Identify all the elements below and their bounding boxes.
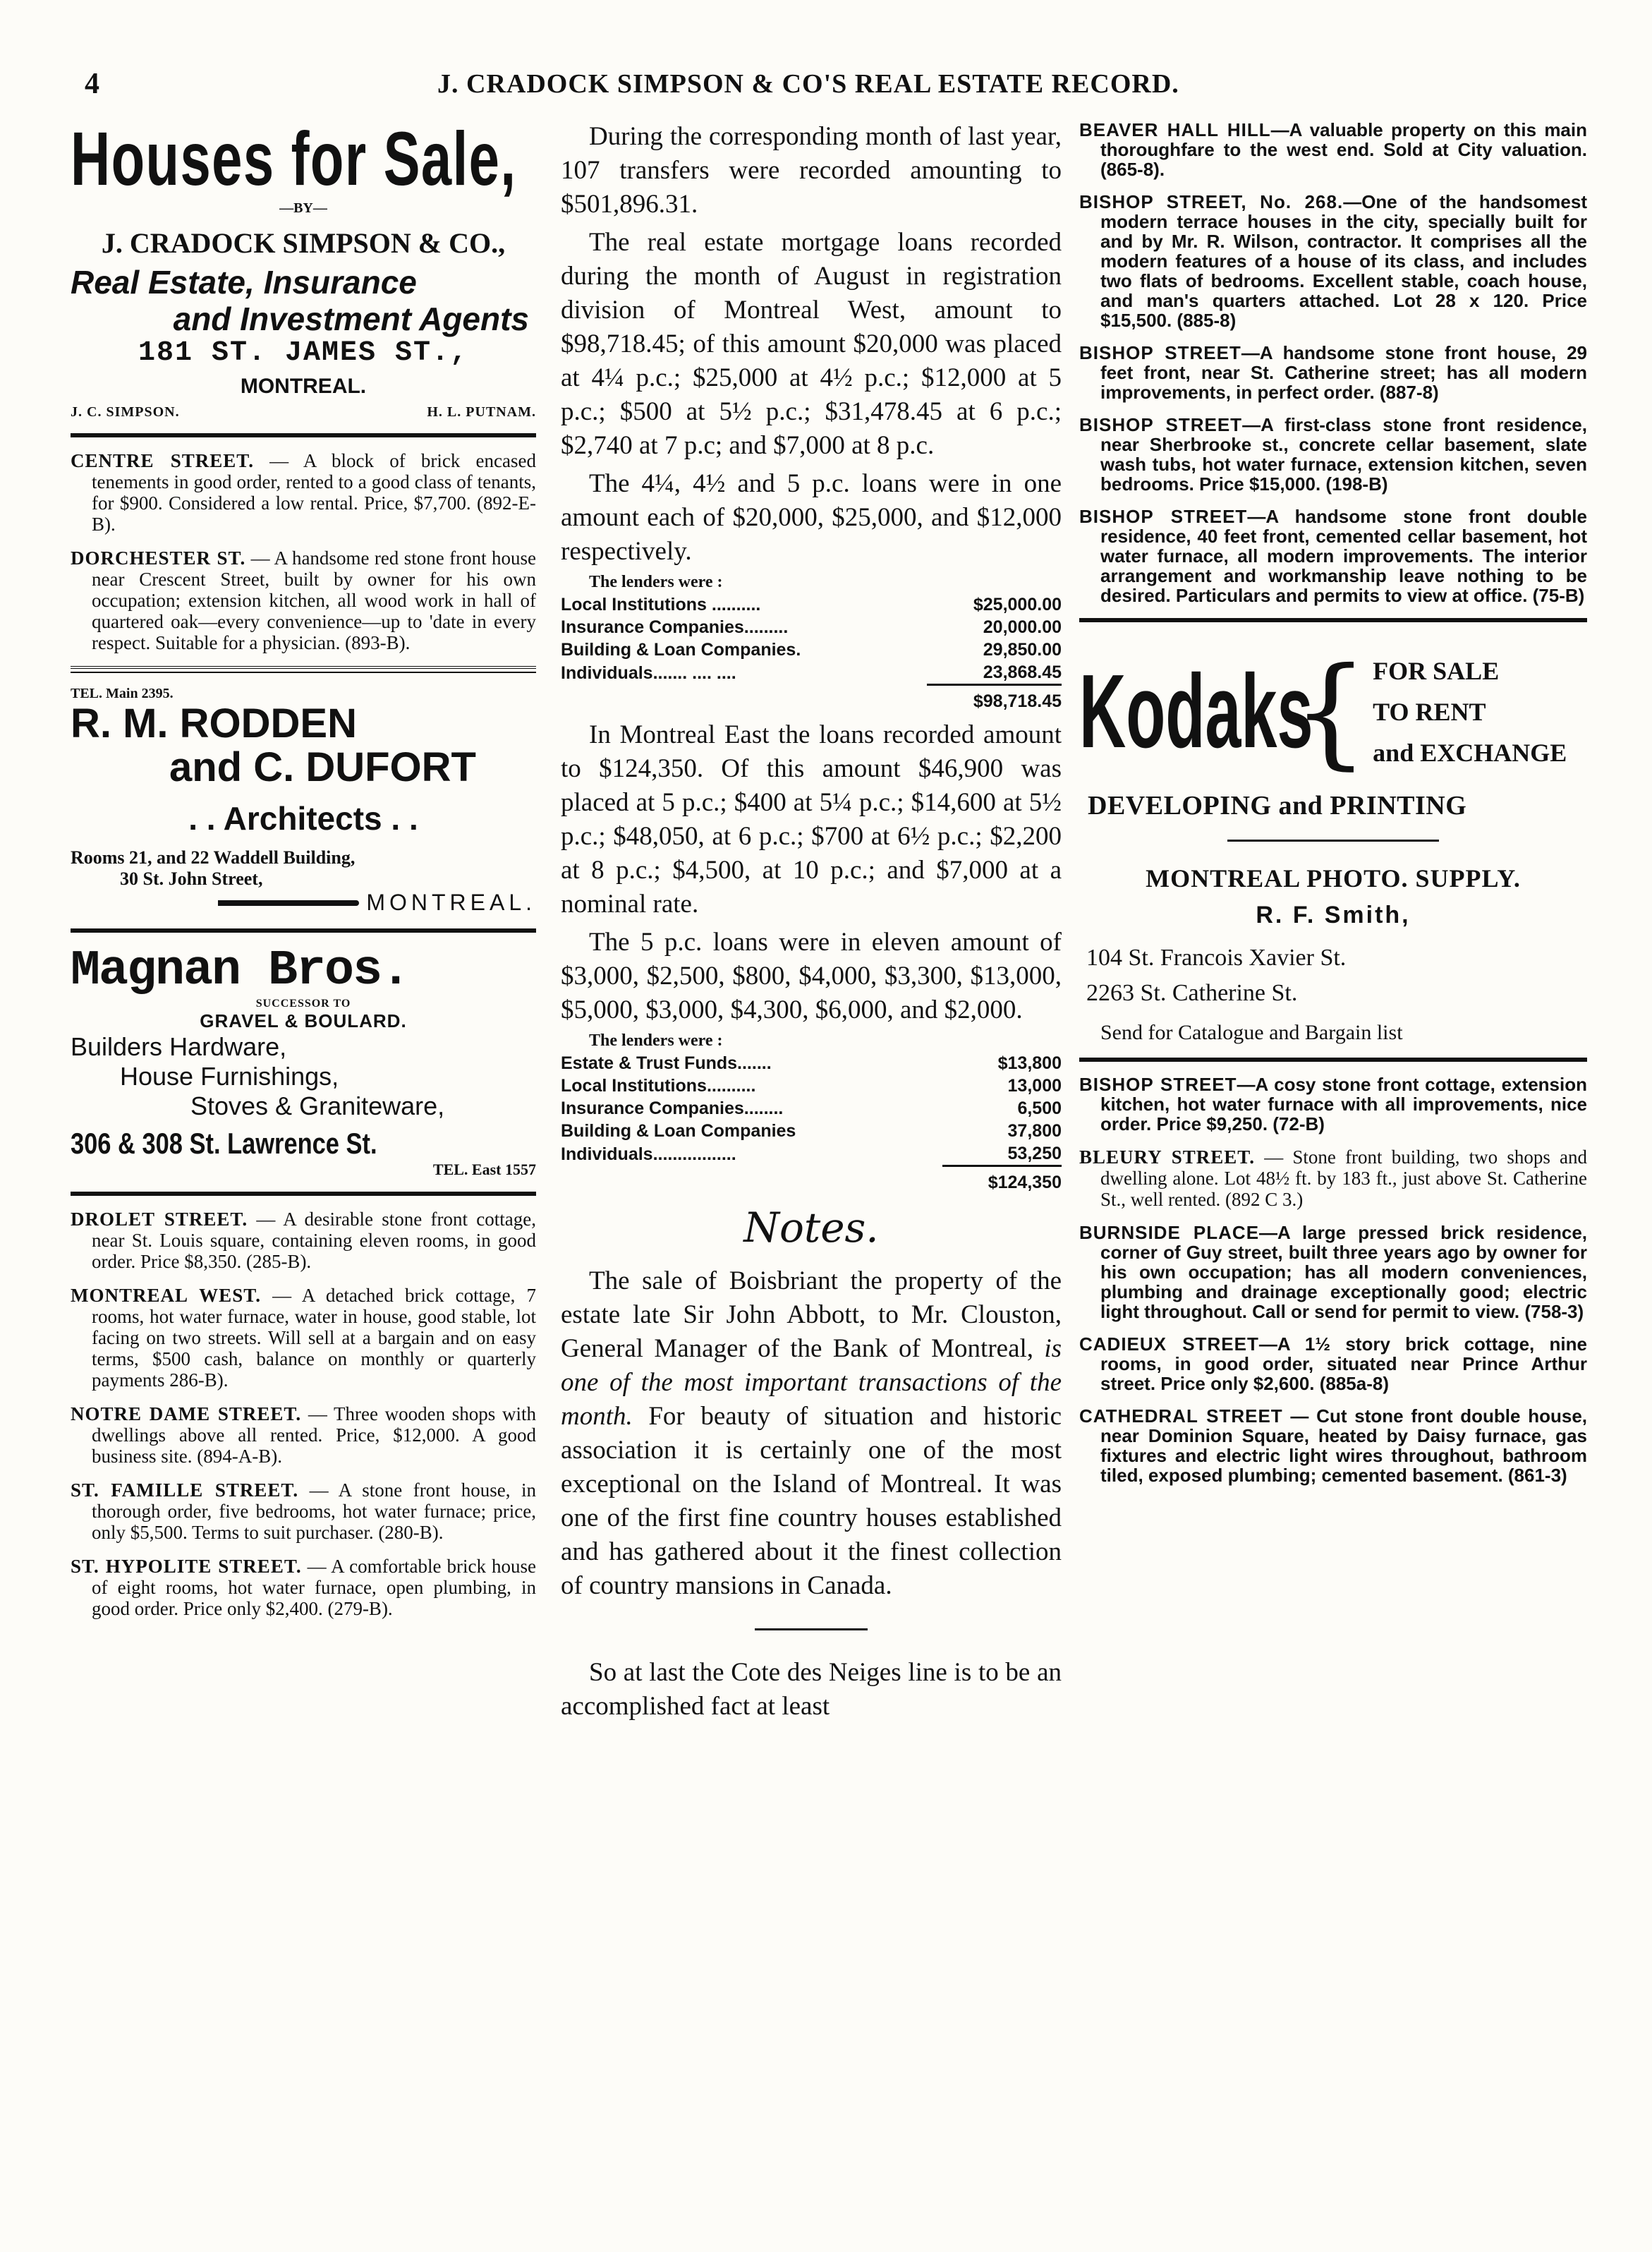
ad-catalog: Send for Catalogue and Bargain list: [1100, 1021, 1403, 1044]
listing-item: BISHOP STREET—A handsome stone front house, 29 feet front, near St. Catherine street; has all modern improvements, in perfect order. (887-8): [1079, 342, 1587, 403]
listing-item: CADIEUX STREET—A 1½ story brick cottage, nine rooms, in good order, situated near Prince Arthur street. Price only $2,600. (885a-8): [1079, 1333, 1587, 1394]
ad-address-2: 2263 St. Catherine St.: [1086, 980, 1298, 1006]
listings-group: [71, 1209, 536, 1619]
listing-item: BLEURY STREET. — Stone front building, two shops and dwelling alone. Lot 48½ ft. by 183 ft., just above St. Catherine St., well rented. (892 C 3.): [1079, 1146, 1587, 1210]
listings-group: [71, 450, 536, 653]
divider: [71, 433, 536, 437]
listing-item: DORCHESTER ST. — A handsome red stone front house near Crescent Street, built by owner for his own occupation; extension kitchen, all wood work in hall of quartered oak—every convenience—up to 'date in every respect. Suitable for a physician. (893-B).: [71, 547, 536, 653]
column-3: [1079, 120, 1587, 1498]
divider: [71, 1192, 536, 1196]
listings-group: [1079, 120, 1587, 605]
ad-by: —BY—: [279, 200, 327, 216]
ad-company-name: Magnan Bros.: [71, 943, 410, 999]
paragraph: The 5 p.c. loans were in eleven amount of $3,000, $2,500, $800, $4,000, $3,300, $13,000, $5,000, $3,000, $4,300, $6,000, and $2,000.: [561, 928, 1062, 1024]
ad-owner: R. F. Smith,: [1256, 902, 1411, 928]
ad-address-1: 104 St. Francois Xavier St.: [1086, 945, 1347, 971]
ad-rooms: Rooms 21, and 22 Waddell Building,: [71, 847, 356, 868]
table-row: Local Institutions.......... 13,000: [561, 1076, 1062, 1096]
ad-developing: DEVELOPING and PRINTING: [1088, 791, 1467, 821]
listing-item: ST. FAMILLE STREET. — A stone front house, in thorough order, five bedrooms, hot water furnace; price, only $5,500. Terms to suit purchaser. (280-B).: [71, 1479, 536, 1543]
ad-successor-label: SUCCESSOR TO: [255, 998, 351, 1010]
listing-item: NOTRE DAME STREET. — Three wooden shops with dwellings above all rented. Price, $12,000. A good business site. (894-A-B).: [71, 1403, 536, 1467]
paragraph: In Montreal East the loans recorded amount to $124,350. Of this amount $46,900 was placed at 5 p.c.; $400 at 5¼ p.c.; $14,600 at 5½ p.c.; $48,050, at 6 p.c.; $700 at 6½ p.c.; $2,200 at 8 p.c.; $4,500, at 10 p.c.; and $7,000 at a nominal rate.: [561, 720, 1062, 919]
listing-item: BURNSIDE PLACE—A large pressed brick residence, corner of Guy street, built three years ago by owner for his own occupation; has all modern conveniences, plumbing and drainage exceptionally good; electric light throughout. Call or send for permit to view. (758-3): [1079, 1222, 1588, 1322]
table-row: Individuals....... .... .... 23,868.45: [561, 662, 1062, 683]
listing-item: DROLET STREET. — A desirable stone front cottage, near St. Louis square, containing eleven rooms, in good order. Price $8,350. (285-B).: [71, 1209, 536, 1272]
architects-ad: [71, 686, 536, 916]
divider: [755, 1628, 868, 1630]
divider: [1079, 618, 1587, 622]
page-header: [71, 67, 1538, 102]
listing-item: MONTREAL WEST. — A detached brick cottage, 7 rooms, hot water furnace, water in house, good stable, lot facing on two streets. Will sell at a bargain and on easy terms, $500 cash, balance on monthly or quarterly payments 286-B).: [71, 1285, 537, 1391]
listings-group: [1079, 1074, 1587, 1485]
table-row: Building & Loan Companies. 29,850.00: [561, 640, 1062, 660]
listing-item: BISHOP STREET—A first-class stone front residence, near Sherbrooke st., concrete cellar basement, slate wash tubs, hot water furnace, extension kitchen, seven bedrooms. Price $15,000. (198-B): [1079, 414, 1587, 495]
divider: [1079, 1058, 1587, 1062]
listing-item: BEAVER HALL HILL—A valuable property on this main thoroughfare to the west end. Sold at City valuation. (865-8).: [1079, 119, 1587, 180]
listing-item: CATHEDRAL STREET — Cut stone front double house, near Dominion Square, heated by Daisy furnace, gas fixtures and electric light wires throughout, bathroom tiled, exposed plumbing; cemented basement. (861-3): [1079, 1405, 1588, 1486]
ad-address: 181 ST. JAMES ST.,: [138, 337, 469, 369]
ad-predecessor: GRAVEL & BOULARD.: [200, 1010, 407, 1031]
hardware-ad: [71, 945, 536, 1179]
houses-for-sale-ad: [71, 116, 536, 420]
table-row: Local Institutions .......... $25,000.00: [561, 595, 1062, 615]
table-row: Estate & Trust Funds....... $13,800: [561, 1053, 1062, 1073]
running-title: J. CRADOCK SIMPSON & CO'S REAL ESTATE RECORD.: [437, 69, 1179, 99]
ad-name-2: and C. DUFORT: [169, 744, 476, 790]
ad-line-3: Stoves & Graniteware,: [190, 1091, 445, 1120]
ornament-divider-icon: [1079, 834, 1587, 847]
divider: [71, 666, 536, 673]
column-1: [71, 116, 537, 1632]
ad-firm-name: J. CRADOCK SIMPSON & CO.,: [101, 227, 506, 259]
ad-options: FOR SALE TO RENT and EXCHANGE: [1373, 657, 1567, 767]
table-row: Insurance Companies........ 6,500: [561, 1098, 1062, 1118]
paragraph: The 4¼, 4½ and 5 p.c. loans were in one amount each of $20,000, $25,000, and $12,000 respectively.: [561, 469, 1062, 566]
column-2: [561, 120, 1062, 1728]
brace-icon: {: [1292, 642, 1369, 782]
ad-supply-name: MONTREAL PHOTO. SUPPLY.: [1146, 864, 1521, 892]
notes-heading: Notes.: [743, 1204, 879, 1252]
ad-telephone: TEL. Main 2395.: [71, 686, 174, 701]
listing-item: BISHOP STREET—A handsome stone front double residence, 40 feet front, cemented cellar basement, hot water furnace, all modern improvements. The interior arrangement and workmanship leave nothing to be desired. Particulars and permits to view at office. (75-B): [1079, 506, 1587, 606]
paragraph: During the corresponding month of last year, 107 transfers were recorded amounting to $501,896.31.: [561, 122, 1062, 219]
ad-address: 306 & 308 St. Lawrence St.: [71, 1127, 377, 1160]
ad-line-2: House Furnishings,: [120, 1062, 339, 1091]
partner-left: J. C. SIMPSON.: [71, 404, 180, 420]
paragraph: The sale of Boisbriant the property of the estate late Sir John Abbott, to Mr. Clouston, General Manager of the Bank of Montreal, is one of the most important transactions of the month. For beauty of situation and historic association it is certainly one of the most exceptional on the Island of Montreal. It was one of the first fine country houses established and has gathered about it the finest collection of country mansions in Canada.: [561, 1266, 1062, 1600]
ad-services-2: and Investment Agents: [173, 301, 529, 337]
page-number: 4: [85, 68, 99, 100]
listing-item: BISHOP STREET—A cosy stone front cottage, extension kitchen, hot water furnace with all improvements, nice order. Price $9,250. (72-B): [1079, 1074, 1587, 1134]
lenders-table: [561, 1052, 1062, 1194]
table-row: Individuals................. 53,250: [561, 1144, 1062, 1164]
listing-item: CENTRE STREET. — A block of brick encased tenements in good order, rented to a good class of tenants, for $900. Considered a low rental. Price, $7,700. (892-E-B).: [71, 450, 536, 535]
ad-services-1: Real Estate, Insurance: [71, 264, 417, 301]
paragraph: The real estate mortgage loans recorded during the month of August in registration division of Montreal West, amount to $98,718.45; of this amount $20,000 was placed at 4¼ p.c.; $25,000 at 4½ p.c.; $12,000 at 5 p.c.; $500 at 5½ p.c.; $31,478.45 at 6 p.c.; $2,740 at 7 p.c; and $7,000 at 8 p.c.: [561, 228, 1062, 460]
pen-flourish-icon: [218, 900, 359, 906]
lenders-table: [561, 593, 1062, 713]
article-body: [561, 718, 1062, 1027]
ad-kodak-word: Kodaks: [1079, 653, 1313, 770]
notes-body: [561, 1656, 1062, 1724]
paragraph: So at last the Cote des Neiges line is to be an accomplished fact at least: [561, 1658, 1062, 1721]
lenders-title: The lenders were :: [589, 573, 723, 591]
ad-headline: Houses for Sale,: [71, 116, 517, 201]
divider: [71, 928, 536, 933]
table-row: Building & Loan Companies 37,800: [561, 1121, 1062, 1141]
partner-right: H. L. PUTNAM.: [427, 404, 536, 420]
ad-city: MONTREAL.: [71, 890, 536, 916]
ad-partners: [71, 404, 536, 420]
listing-item: BISHOP STREET, No. 268.—One of the handsomest modern terrace houses in the city, specially built for and by Mr. R. Wilson, contractor. It comprises all the modern features of a house of its class, and includes two flats of bedrooms. Excellent stable, coach house, and man's quarters attached. Lot 28 x 120. Price $15,500. (885-8): [1079, 191, 1588, 331]
ad-line-1: Builders Hardware,: [71, 1032, 287, 1061]
article-body: [561, 120, 1062, 569]
table-total-row: $124,350: [561, 1166, 1062, 1194]
lenders-title: The lenders were :: [589, 1031, 723, 1050]
ad-street: 30 St. John Street,: [120, 868, 263, 889]
ad-city: MONTREAL.: [240, 375, 367, 398]
kodak-ad: [1079, 642, 1587, 1045]
table-total-row: $98,718.45: [561, 685, 1062, 713]
ad-profession: . . Architects . .: [188, 800, 418, 837]
ad-name-1: R. M. RODDEN: [71, 701, 357, 746]
table-row: Insurance Companies......... 20,000.00: [561, 617, 1062, 637]
listing-item: ST. HYPOLITE STREET. — A comfortable brick house of eight rooms, hot water furnace, open plumbing, in good order. Price only $2,400. (279-B).: [71, 1556, 536, 1619]
ad-telephone: TEL. East 1557: [432, 1161, 536, 1178]
notes-body: [561, 1264, 1062, 1603]
